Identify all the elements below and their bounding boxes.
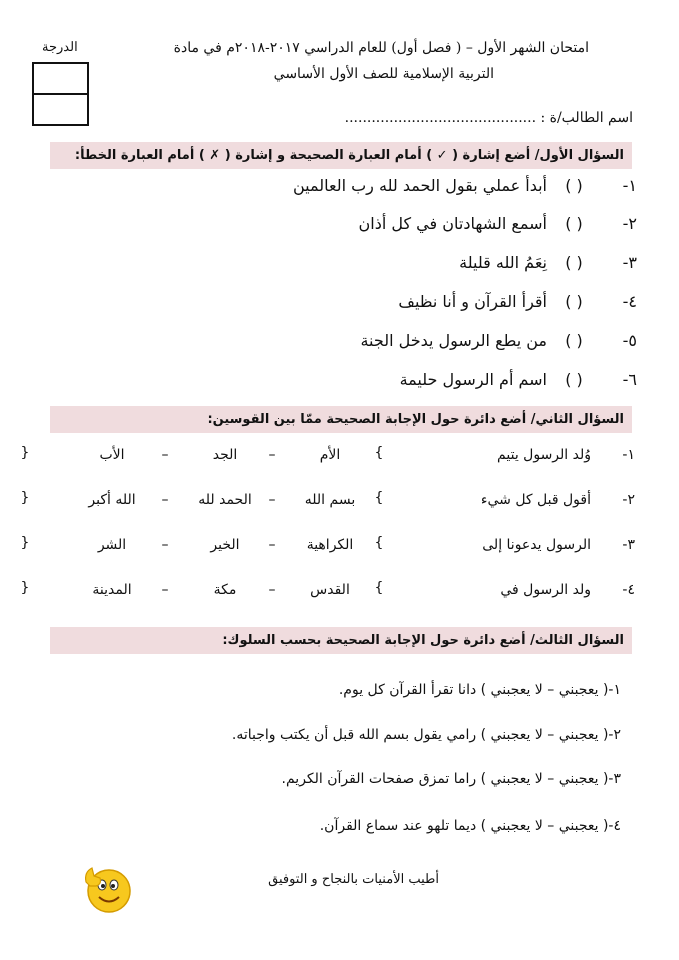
behavior-item[interactable]: ٢-( يعجبني – لا يعجبني ) رامي يقول بسم الله قبل أن يكتب واجباته. <box>231 727 621 743</box>
close-brace: } <box>20 535 30 551</box>
option-separator: – <box>161 537 169 553</box>
statement-text: أقرأ القرآن و أنا نظيف <box>398 292 547 311</box>
item-number: ٣- <box>622 253 637 272</box>
item-number: ٤- <box>622 582 635 598</box>
grade-label: الدرجة <box>42 40 78 55</box>
option[interactable]: الشر <box>97 537 127 553</box>
item-number: ٥- <box>622 331 637 350</box>
behavior-item[interactable]: ١-( يعجبني – لا يعجبني ) دانا تقرأ القرآن كل يوم. <box>338 682 621 698</box>
option-separator: – <box>161 492 169 508</box>
behavior-item[interactable]: ٣-( يعجبني – لا يعجبني ) راما تمزق صفحات القرآن الكريم. <box>281 771 621 787</box>
open-brace: { <box>374 535 384 551</box>
answer-paren[interactable]: ( ) <box>565 331 583 350</box>
option[interactable]: الخير <box>210 537 240 553</box>
answer-paren[interactable]: ( ) <box>565 214 583 233</box>
section2-title: السؤال الثاني/ أضع دائرة حول الإجابة الصحيحة ممّا بين القوسين: <box>50 406 632 433</box>
exam-title-line2: التربية الإسلامية للصف الأول الأساسي <box>273 66 494 82</box>
statement-text: أسمع الشهادتان في كل أذان <box>358 214 547 233</box>
behavior-item[interactable]: ٤-( يعجبني – لا يعجبني ) ديما تلهو عند سماع القرآن. <box>319 818 621 834</box>
item-number: ٤- <box>622 292 637 311</box>
option[interactable]: الحمد لله <box>198 492 252 508</box>
item-number: ١- <box>622 176 637 195</box>
item-number: ٢- <box>622 214 637 233</box>
statement-text: اسم أم الرسول حليمة <box>399 370 547 389</box>
section3-title: السؤال الثالث/ أضع دائرة حول الإجابة الصحيحة بحسب السلوك: <box>50 627 632 654</box>
grade-box <box>32 62 89 126</box>
close-brace: } <box>20 490 30 506</box>
statement-text: من يطع الرسول يدخل الجنة <box>360 331 547 350</box>
question-text: وُلد الرسول يتيم <box>497 447 591 463</box>
option[interactable]: بسم الله <box>304 492 356 508</box>
option[interactable]: الجد <box>212 447 238 463</box>
statement-text: نِعَمُ الله قليلة <box>459 253 547 272</box>
open-brace: { <box>374 490 384 506</box>
option[interactable]: المدينة <box>92 582 132 598</box>
item-number: ٦- <box>622 370 637 389</box>
option-separator: – <box>268 537 276 553</box>
option[interactable]: الكراهية <box>306 537 354 553</box>
student-name-field[interactable]: اسم الطالب/ة : ........................................... <box>344 110 633 126</box>
option-separator: – <box>161 447 169 463</box>
question-text: الرسول يدعونا إلى <box>482 537 591 553</box>
open-brace: { <box>374 580 384 596</box>
item-number: ١- <box>622 447 635 463</box>
question-text: أقول قبل كل شيء <box>480 492 591 508</box>
option[interactable]: الأب <box>99 447 125 463</box>
item-number: ٢- <box>622 492 635 508</box>
option[interactable]: الله أكبر <box>88 492 136 508</box>
exam-title-line1: امتحان الشهر الأول – ( فصل أول) للعام الدراسي ٢٠١٧-٢٠١٨م في مادة <box>173 40 589 56</box>
item-number: ٣- <box>622 537 635 553</box>
answer-paren[interactable]: ( ) <box>565 253 583 272</box>
footer-wishes: أطيب الأمنيات بالنجاح و التوفيق <box>268 872 439 887</box>
answer-paren[interactable]: ( ) <box>565 292 583 311</box>
option-separator: – <box>161 582 169 598</box>
close-brace: } <box>20 580 30 596</box>
option-separator: – <box>268 447 276 463</box>
open-brace: { <box>374 445 384 461</box>
close-brace: } <box>20 445 30 461</box>
section1-title: السؤال الأول/ أضع إشارة ( ✓ ) أمام العبارة الصحيحة و إشارة ( ✗ ) أمام العبارة الخطأ: <box>50 142 632 169</box>
option[interactable]: القدس <box>310 582 350 598</box>
answer-paren[interactable]: ( ) <box>565 176 583 195</box>
answer-paren[interactable]: ( ) <box>565 370 583 389</box>
option[interactable]: مكة <box>213 582 237 598</box>
option-separator: – <box>268 582 276 598</box>
statement-text: أبدأ عملي بقول الحمد لله رب العالمين <box>292 176 547 195</box>
question-text: ولد الرسول في <box>500 582 591 598</box>
option[interactable]: الأم <box>319 447 341 463</box>
thumbs-up-smiley-icon <box>82 860 132 918</box>
option-separator: – <box>268 492 276 508</box>
